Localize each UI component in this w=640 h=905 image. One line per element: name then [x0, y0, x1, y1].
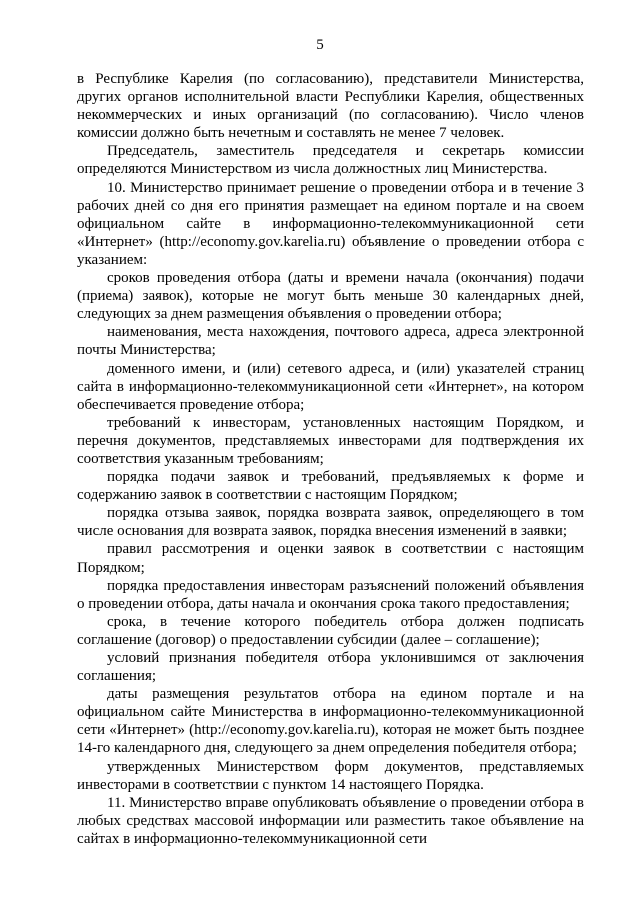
list-item-review-rules: правил рассмотрения и оценки заявок в соответствии с настоящим Порядком; — [77, 541, 584, 576]
list-item-clarifications: порядка предоставления инвесторам разъяснений положений объявления о проведении отбора, даты начала и окончания срока такого предоставления; — [77, 577, 584, 612]
list-item-ministry-contacts: наименования, места нахождения, почтового адреса, адреса электронной почты Министерства; — [77, 324, 584, 359]
paragraph-item-11: 11. Министерство вправе опубликовать объявление о проведении отбора в любых средствах массовой информации или разместить такое объявление на сайтах в информационно-телекоммуникационной сети — [77, 794, 584, 847]
list-item-evasion-conditions: условий признания победителя отбора уклонившимся от заключения соглашения; — [77, 650, 584, 685]
list-item-withdrawal-procedure: порядка отзыва заявок, порядка возврата заявок, определяющего в том числе основания для возврата заявок, порядка внесения изменений в заявки; — [77, 505, 584, 540]
list-item-application-procedure: порядка подачи заявок и требований, предъявляемых к форме и содержанию заявок в соответствии с настоящим Порядком; — [77, 469, 584, 504]
paragraph-item-10: 10. Министерство принимает решение о проведении отбора и в течение 3 рабочих дней со дня его принятия размещает на едином портале и на своем официальном сайте в информационно-телекоммуникационной сети «Интернет» (http://economy.gov.karelia.ru) объявление о проведении отбора с указанием: — [77, 179, 584, 268]
list-item-domain-name: доменного имени, и (или) сетевого адреса, и (или) указателей страниц сайта в информационно-телекоммуникационной сети «Интернет», на котором обеспечивается проведение отбора; — [77, 360, 584, 413]
paragraph-commission-officers: Председатель, заместитель председателя и секретарь комиссии определяются Министерством из числа должностных лиц Министерства. — [77, 143, 584, 178]
list-item-document-forms: утвержденных Министерством форм документов, представляемых инвесторами в соответствии с пунктом 14 настоящего Порядка. — [77, 758, 584, 793]
page-number: 5 — [316, 37, 324, 53]
list-item-deadlines: сроков проведения отбора (даты и времени начала (окончания) подачи (приема) заявок), которые не могут быть меньше 30 календарных дней, следующих за днем размещения объявления о проведении отбора; — [77, 270, 584, 323]
list-item-results-date: даты размещения результатов отбора на едином портале и на официальном сайте Министерства в информационно-телекоммуникационной сети «Интернет» (http://economy.gov.karelia.ru), которая не может быть позднее 14-го календарного дня, следующего за днем определения победителя отбора; — [77, 686, 584, 757]
list-item-agreement-term: срока, в течение которого победитель отбора должен подписать соглашение (договор) о предоставлении субсидии (далее – соглашение); — [77, 613, 584, 648]
paragraph-commission-members: в Республике Карелия (по согласованию), представители Министерства, других органов исполнительной власти Республики Карелия, общественных некоммерческих и иных организаций (по согласованию). Число членов комиссии должно быть нечетным и составлять не менее 7 человек. — [77, 71, 584, 142]
list-item-investor-requirements: требований к инвесторам, установленных настоящим Порядком, и перечня документов, представляемых инвесторами для подтверждения их соответствия указанным требованиям; — [77, 414, 584, 467]
document-body — [77, 70, 584, 848]
